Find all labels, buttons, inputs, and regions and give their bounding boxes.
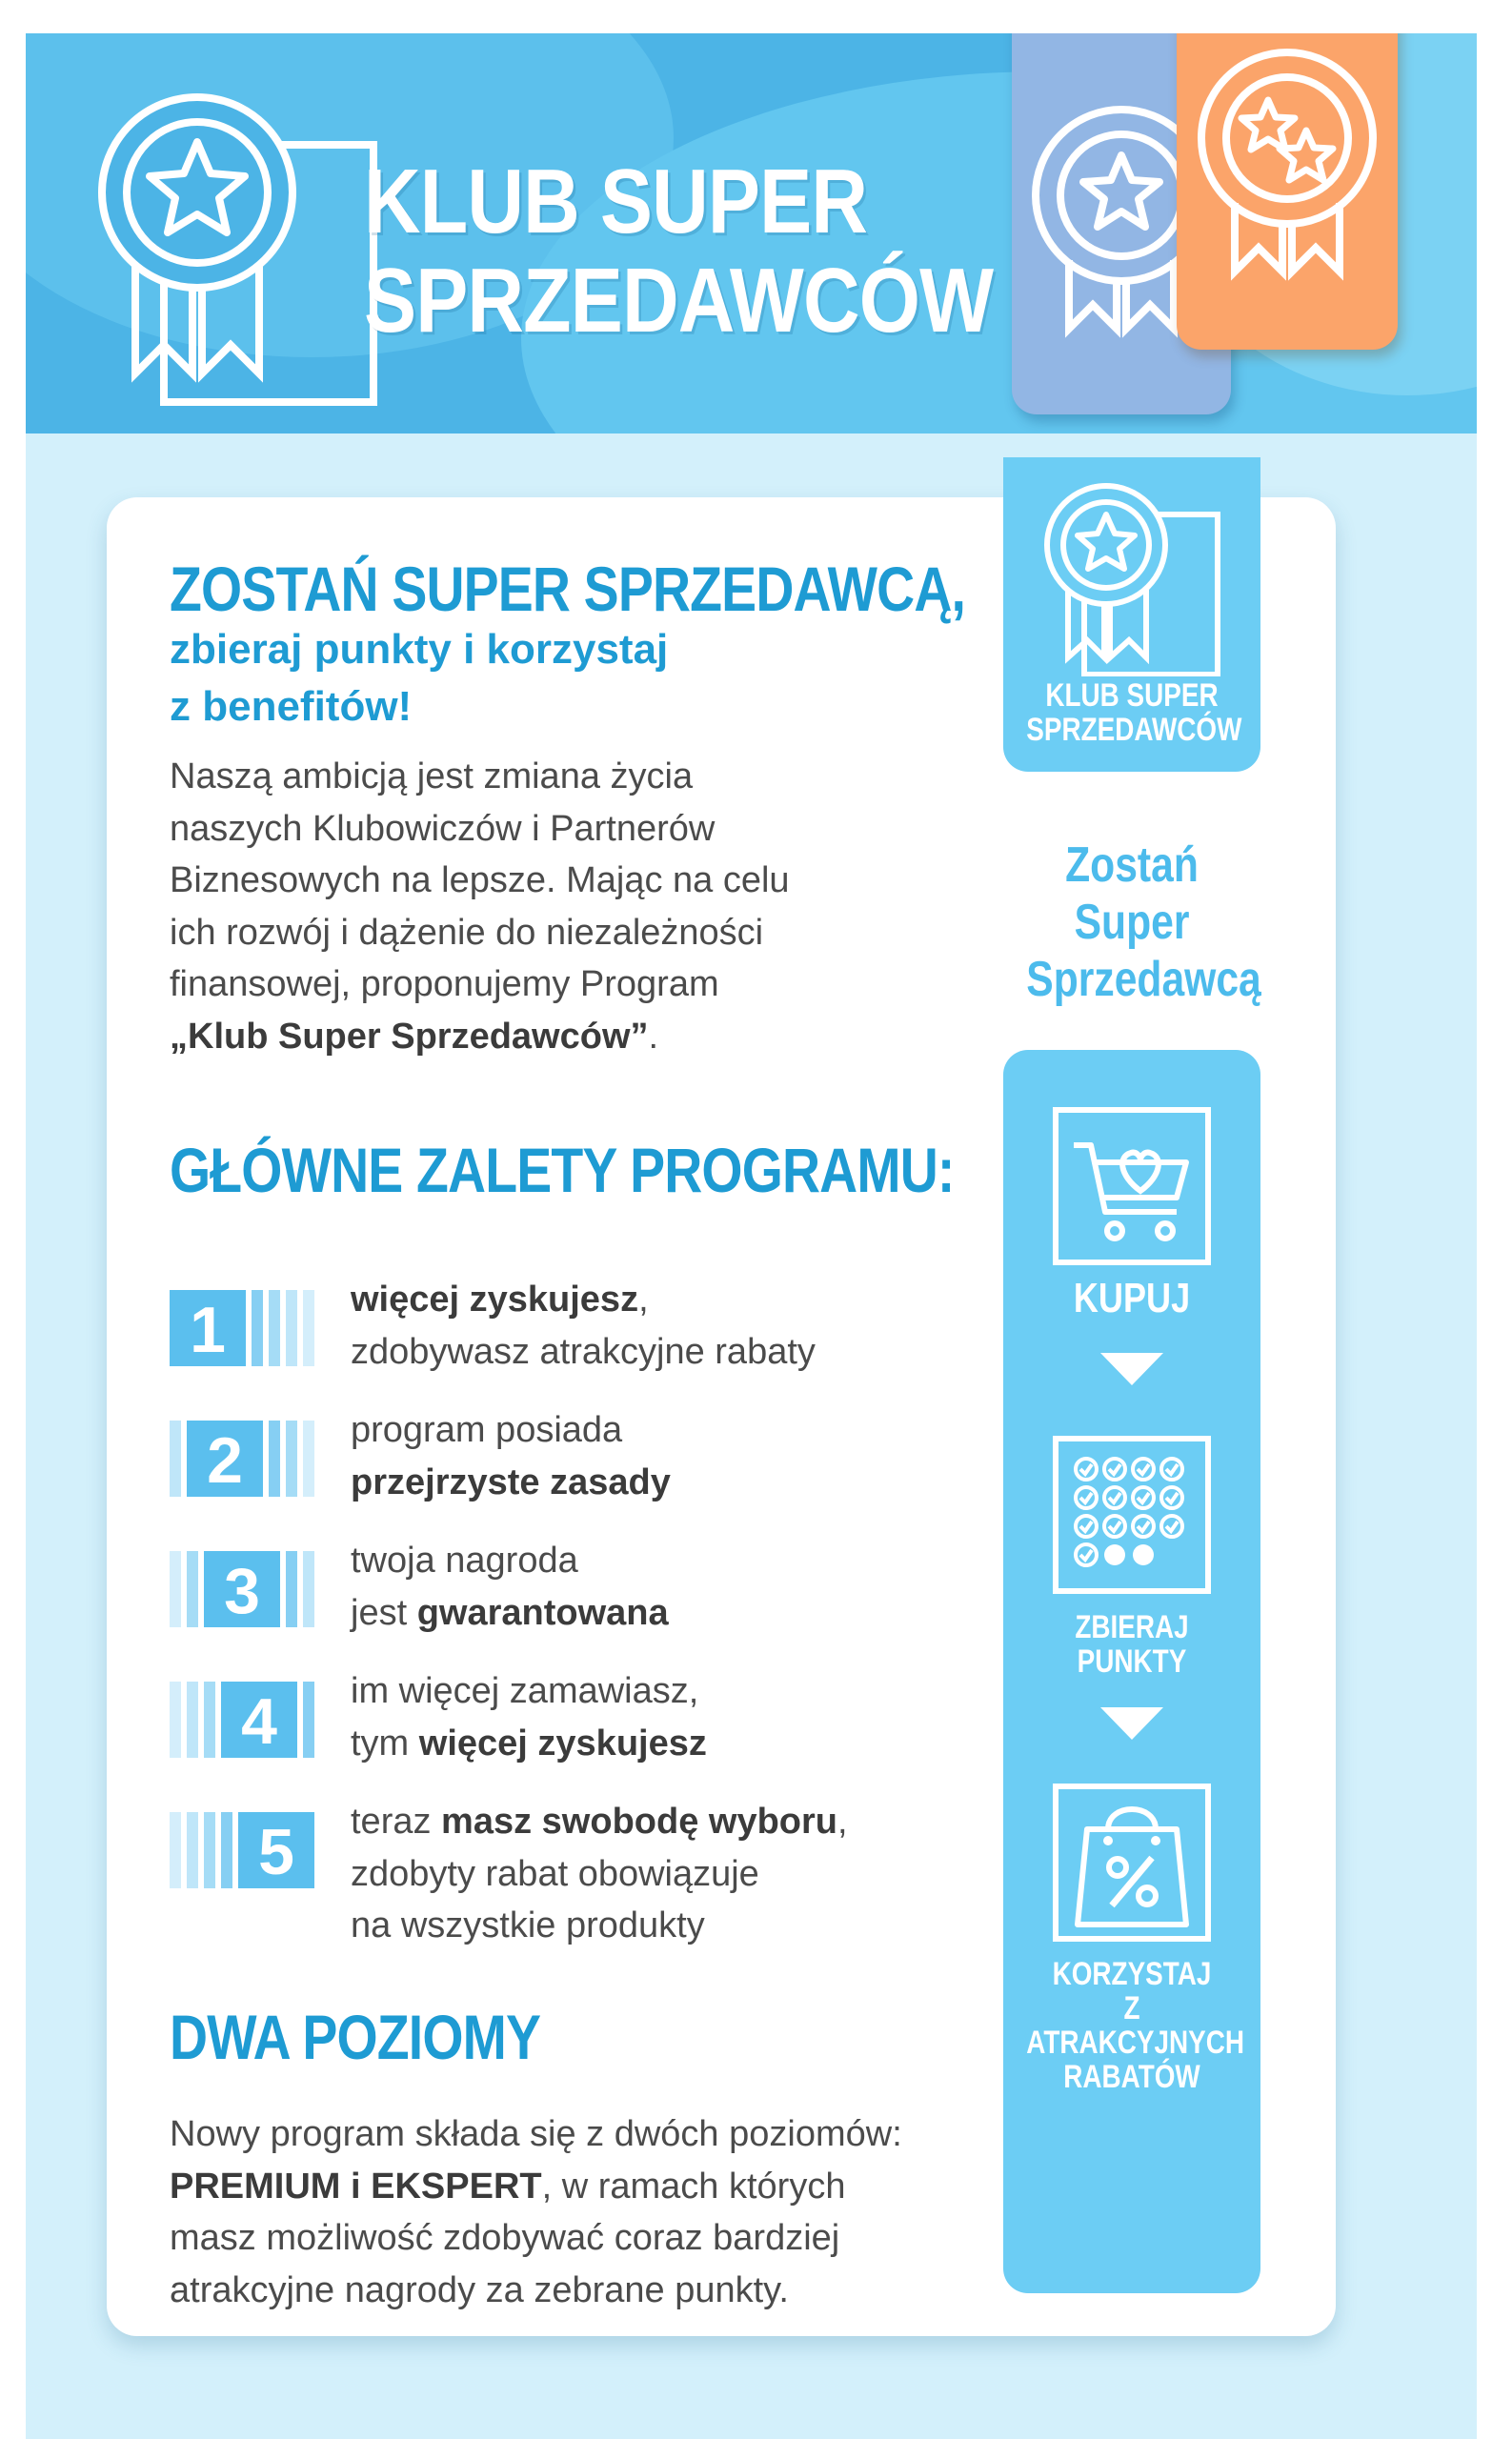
svg-text:1: 1 (190, 1294, 226, 1366)
svg-text:2: 2 (207, 1424, 243, 1497)
intro-heading: ZOSTAŃ SUPER SPRZEDAWCĄ, (170, 554, 966, 624)
intro-subheading: zbieraj punkty i korzystaj z benefitów! (170, 626, 669, 730)
arrow-down-icon (1100, 1707, 1163, 1740)
svg-text:5: 5 (258, 1816, 294, 1888)
benefit-item-2: 2 program posiada przejrzyste zasady (170, 1404, 932, 1528)
step-label-buy: KUPUJ (1073, 1275, 1191, 1321)
levels-paragraph: Nowy program składa się z dwóch poziomów: PREMIUM i EKSPERT, w ramach których masz możliwość zdobywać coraz bardziej atrakcyjne nagrody za zebrane punkty. (170, 2114, 902, 2310)
points-grid-icon (1053, 1436, 1211, 1594)
number-badge-3 (170, 1546, 332, 1632)
benefits-heading: GŁÓWNE ZALETY PROGRAMU: (170, 1135, 955, 1205)
benefit-item-1: 1 więcej zyskujesz, zdobywasz atrakcyjne rabaty (170, 1274, 932, 1398)
number-badge-5 (170, 1807, 332, 1893)
medal-star-icon (1041, 476, 1222, 676)
program-name: „Klub Super Sprzedawców” (170, 1016, 649, 1057)
step-label-collect: ZBIERAJ PUNKTY (1075, 1609, 1189, 1680)
header-banner (26, 33, 1477, 433)
svg-text:4: 4 (241, 1685, 277, 1758)
number-badge-2 (170, 1416, 332, 1502)
medal-two-stars-icon (1192, 43, 1382, 291)
benefit-item-4: 4 im więcej zamawiasz, tym więcej zyskujesz (170, 1665, 932, 1789)
arrow-down-icon (1100, 1353, 1163, 1385)
svg-text:3: 3 (224, 1555, 260, 1627)
medal-two-stars-badge (1177, 33, 1398, 350)
sidebar-steps (1003, 1050, 1260, 2293)
intro-paragraph: Naszą ambicją jest zmiana życia naszych Klubowiczów i Partnerów Biznesowych na lepsze. Mając na celu ich rozwój i dążenie do niezależności finansowej, proponujemy Program „Klub Super Sprzedawców”. (170, 756, 790, 1057)
sidebar-cta-text: Zostań Super Sprzedawcą (1026, 837, 1261, 1007)
step-label-benefit: KORZYSTAJ Z ATRAKCYJNYCH RABATÓW (1026, 1956, 1245, 2095)
shopping-cart-heart-icon (1053, 1107, 1211, 1265)
shopping-bag-percent-icon (1053, 1784, 1211, 1942)
sidebar-club-badge: KLUB SUPER SPRZEDAWCÓW (1003, 457, 1260, 772)
benefit-item-3: 3 twoja nagroda jest gwarantowana (170, 1535, 932, 1659)
levels-heading: DWA POZIOMY (170, 2002, 541, 2072)
page-title: KLUB SUPER SPRZEDAWCÓW (364, 151, 994, 352)
number-badge-4 (170, 1677, 332, 1763)
number-badge-1 (170, 1285, 332, 1371)
medal-star-icon (97, 83, 383, 412)
benefit-item-5: 5 teraz masz swobodę wyboru, zdobyty rabat obowiązuje na wszystkie produkty (170, 1796, 932, 1967)
